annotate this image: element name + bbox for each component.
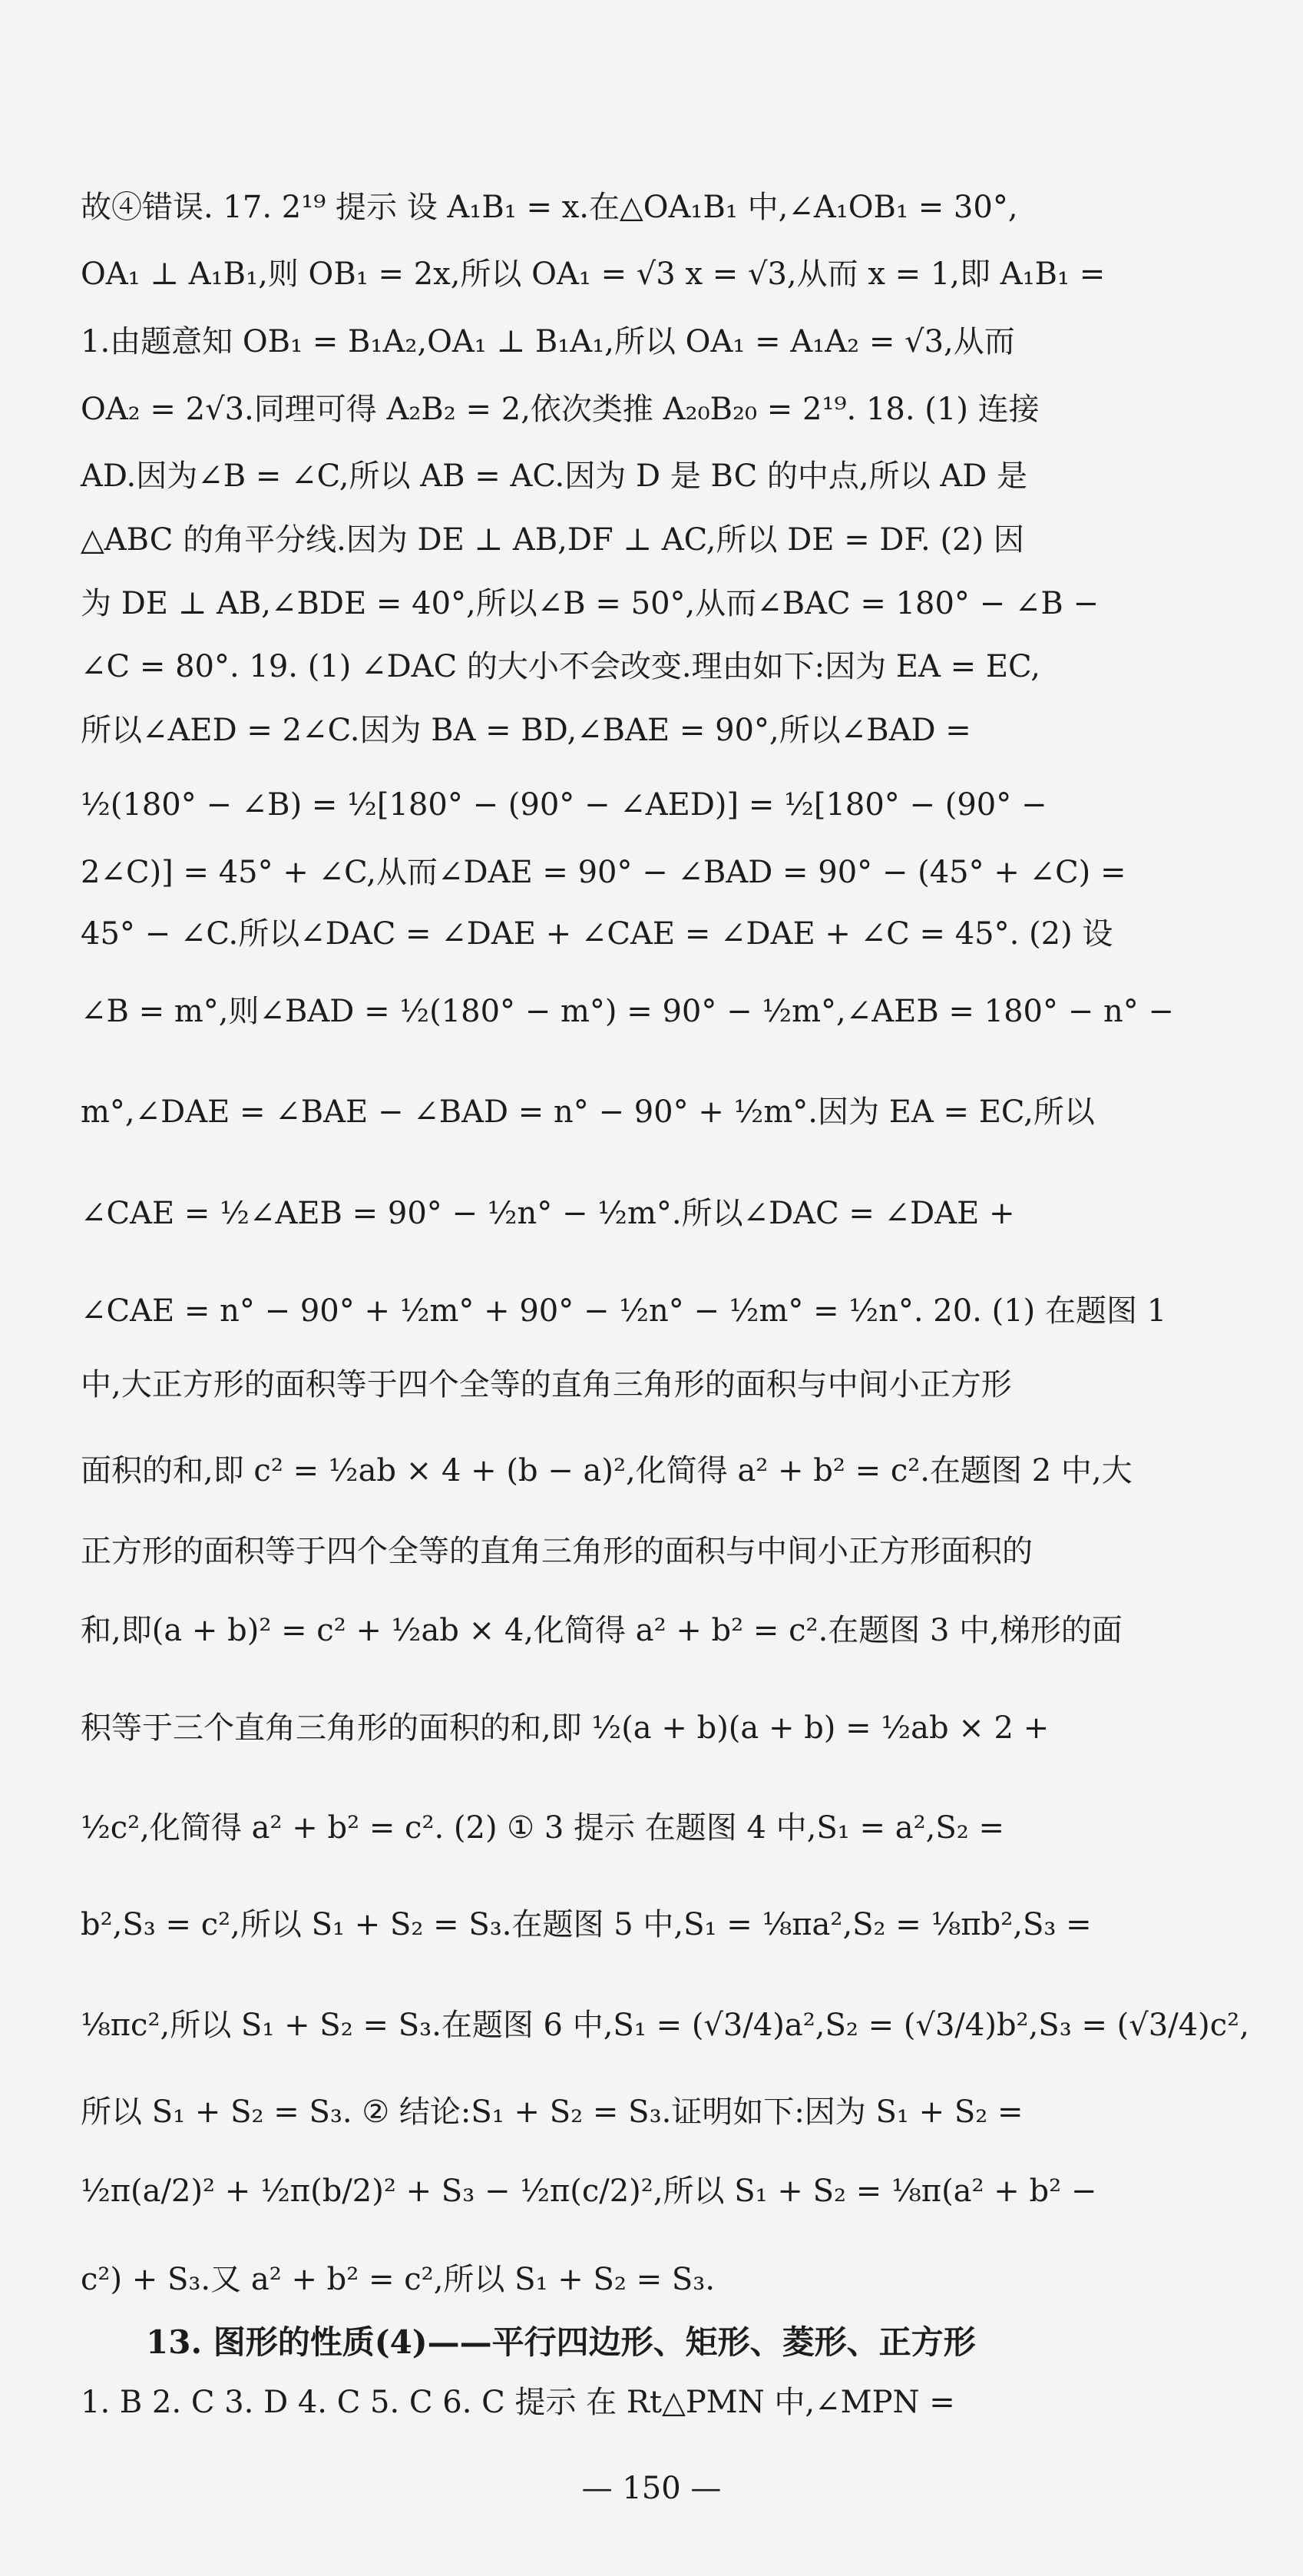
text-line-11: 2∠C)] = 45° + ∠C,从而∠DAE = 90° − ∠BAD = 90° − (45° + ∠C) = (81, 855, 1126, 890)
text-line-6: △ABC 的角平分线.因为 DE ⊥ AB,DF ⊥ AC,所以 DE = DF. (2) 因 (81, 522, 1024, 558)
text-line-14: m°,∠DAE = ∠BAE − ∠BAD = n° − 90° + ½m°.因为 EA = EC,所以 (81, 1094, 1095, 1130)
text-line-1: 故④错误. 17. 2¹⁹ 提示 设 A₁B₁ = x.在△OA₁B₁ 中,∠A₁OB₁ = 30°, (81, 190, 1018, 225)
text-line-7: 为 DE ⊥ AB,∠BDE = 40°,所以∠B = 50°,从而∠BAC = 180° − ∠B − (81, 586, 1100, 621)
text-line-9: 所以∠AED = 2∠C.因为 BA = BD,∠BAE = 90°,所以∠BAD = (81, 713, 971, 748)
text-line-17: 中,大正方形的面积等于四个全等的直角三角形的面积与中间小正方形 (81, 1367, 1012, 1402)
text-line-4: OA₂ = 2√3.同理可得 A₂B₂ = 2,依次类推 A₂₀B₂₀ = 2¹⁹. 18. (1) 连接 (81, 392, 1040, 427)
text-line-19: 正方形的面积等于四个全等的直角三角形的面积与中间小正方形面积的 (81, 1534, 1033, 1569)
text-line-13: ∠B = m°,则∠BAD = ½(180° − m°) = 90° − ½m°,∠AEB = 180° − n° − (81, 994, 1174, 1029)
text-line-24: ⅛πc²,所以 S₁ + S₂ = S₃.在题图 6 中,S₁ = (√3/4)a²,S₂ = (√3/4)b²,S₃ = (√3/4)c², (81, 2008, 1249, 2043)
text-line-5: AD.因为∠B = ∠C,所以 AB = AC.因为 D 是 BC 的中点,所以 AD 是 (81, 459, 1028, 494)
text-line-12: 45° − ∠C.所以∠DAC = ∠DAE + ∠CAE = ∠DAE + ∠C = 45°. (2) 设 (81, 916, 1113, 952)
text-line-22: ½c²,化简得 a² + b² = c². (2) ① 3 提示 在题图 4 中,S₁ = a²,S₂ = (81, 1810, 1004, 1846)
text-line-27: c²) + S₃.又 a² + b² = c²,所以 S₁ + S₂ = S₃. (81, 2262, 716, 2297)
text-line-26: ½π(a/2)² + ½π(b/2)² + S₃ − ½π(c/2)²,所以 S₁ + S₂ = ⅛π(a² + b² − (81, 2174, 1097, 2209)
page-number: — 150 — (581, 2471, 722, 2506)
text-line-10: ½(180° − ∠B) = ½[180° − (90° − ∠AED)] = ½[180° − (90° − (81, 787, 1047, 823)
text-line-8: ∠C = 80°. 19. (1) ∠DAC 的大小不会改变.理由如下:因为 EA = EC, (81, 649, 1040, 684)
text-line-16: ∠CAE = n° − 90° + ½m° + 90° − ½n° − ½m° = ½n°. 20. (1) 在题图 1 (81, 1293, 1167, 1329)
text-line-20: 和,即(a + b)² = c² + ½ab × 4,化简得 a² + b² = c².在题图 3 中,梯形的面 (81, 1613, 1123, 1648)
text-line-23: b²,S₃ = c²,所以 S₁ + S₂ = S₃.在题图 5 中,S₁ = ⅛πa²,S₂ = ⅛πb²,S₃ = (81, 1907, 1092, 1942)
answers-line: 1. B 2. C 3. D 4. C 5. C 6. C 提示 在 Rt△PMN 中,∠MPN = (81, 2385, 955, 2420)
text-line-25: 所以 S₁ + S₂ = S₃. ② 结论:S₁ + S₂ = S₃.证明如下:因为 S₁ + S₂ = (81, 2094, 1024, 2130)
text-line-18: 面积的和,即 c² = ½ab × 4 + (b − a)²,化简得 a² + b² = c².在题图 2 中,大 (81, 1453, 1133, 1488)
text-line-15: ∠CAE = ½∠AEB = 90° − ½n° − ½m°.所以∠DAC = ∠DAE + (81, 1196, 1015, 1231)
text-line-3: 1.由题意知 OB₁ = B₁A₂,OA₁ ⊥ B₁A₁,所以 OA₁ = A₁A₂ = √3,从而 (81, 324, 1015, 359)
section-title: 13. 图形的性质(4)——平行四边形、矩形、菱形、正方形 (146, 2323, 976, 2361)
text-line-2: OA₁ ⊥ A₁B₁,则 OB₁ = 2x,所以 OA₁ = √3 x = √3,从而 x = 1,即 A₁B₁ = (81, 257, 1106, 292)
text-line-21: 积等于三个直角三角形的面积的和,即 ½(a + b)(a + b) = ½ab × 2 + (81, 1710, 1050, 1746)
